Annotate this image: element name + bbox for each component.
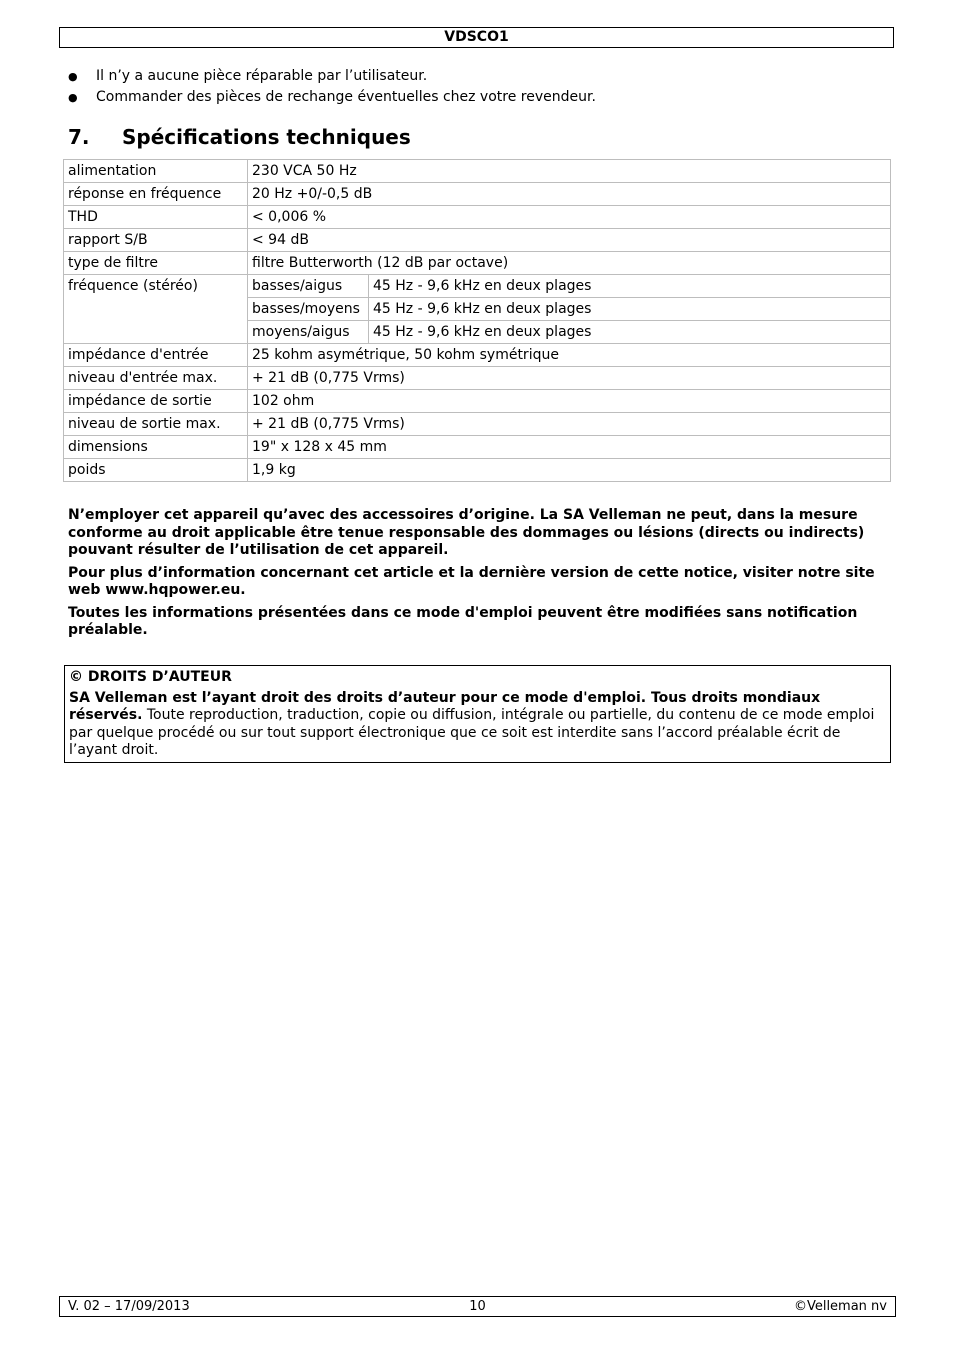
table-row: moyens/aigus 45 Hz - 9,6 kHz en deux plages (64, 321, 891, 344)
table-row: alimentation 230 VCA 50 Hz (64, 160, 891, 183)
page-header (59, 27, 894, 48)
table-row: niveau de sortie max. + 21 dB (0,775 Vrms) (64, 413, 891, 436)
table-row: rapport S/B < 94 dB (64, 229, 891, 252)
footer-page-number: 10 (469, 1299, 486, 1314)
copyright-text (69, 690, 886, 760)
bullet-list (68, 66, 888, 108)
list-item: ● Il n’y a aucune pièce réparable par l’utilisateur. (68, 66, 888, 87)
notice-website: Pour plus d’information concernant cet article et la dernière version de cette notice, visiter notre site web www.hqpower.eu. (68, 564, 875, 598)
table-row: basses/moyens 45 Hz - 9,6 kHz en deux plages (64, 298, 891, 321)
table-row: impédance de sortie 102 ohm (64, 390, 891, 413)
table-row: type de filtre filtre Butterworth (12 dB par octave) (64, 252, 891, 275)
notice-modifications: Toutes les informations présentées dans ce mode d'emploi peuvent être modifiées sans notification préalable. (68, 604, 858, 638)
section-number: 7. (68, 125, 90, 149)
list-item: ● Commander des pièces de rechange éventuelles chez votre revendeur. (68, 87, 888, 108)
table-row: dimensions 19" x 128 x 45 mm (64, 436, 891, 459)
copyright-heading: © DROITS D’AUTEUR (69, 669, 232, 685)
table-row: impédance d'entrée 25 kohm asymétrique, 50 kohm symétrique (64, 344, 891, 367)
table-row: poids 1,9 kg (64, 459, 891, 482)
notice-block (68, 507, 888, 645)
table-row: fréquence (stéréo) basses/aigus 45 Hz - 9,6 kHz en deux plages (64, 275, 891, 298)
copyright-body-text: Toute reproduction, traduction, copie ou diffusion, intégrale ou partielle, du contenu de ce mode emploi par quelque procédé ou sur tout support électronique que ce soit est interdite sans l’accord préalable écrit de l’ayant droit. (69, 707, 875, 758)
footer-owner: ©Velleman nv (793, 1299, 887, 1314)
table-row: THD < 0,006 % (64, 206, 891, 229)
footer-version: V. 02 – 17/09/2013 (68, 1299, 190, 1314)
bullet-icon: ● (68, 70, 78, 83)
copyright-bold-text: SA Velleman est l’ayant droit des droits d’auteur pour ce mode d'emploi. Tous droits mondiaux réservés. (69, 689, 821, 723)
page-footer (59, 1296, 896, 1317)
notice-accessories: N’employer cet appareil qu’avec des accessoires d’origine. La SA Velleman ne peut, dans la mesure conforme au droit applicable être tenue responsable des dommages ou lésions (directs ou indirects) pouvant résulter de l’utilisation de cet appareil. (68, 507, 865, 558)
table-row: réponse en fréquence 20 Hz +0/-0,5 dB (64, 183, 891, 206)
section-heading (68, 124, 411, 150)
bullet-icon: ● (68, 91, 78, 104)
copyright-box (64, 665, 891, 763)
header-title: VDSCO1 (444, 29, 509, 45)
section-title: Spécifications techniques (122, 125, 411, 149)
specifications-table (63, 159, 891, 482)
table-row: niveau d'entrée max. + 21 dB (0,775 Vrms) (64, 367, 891, 390)
